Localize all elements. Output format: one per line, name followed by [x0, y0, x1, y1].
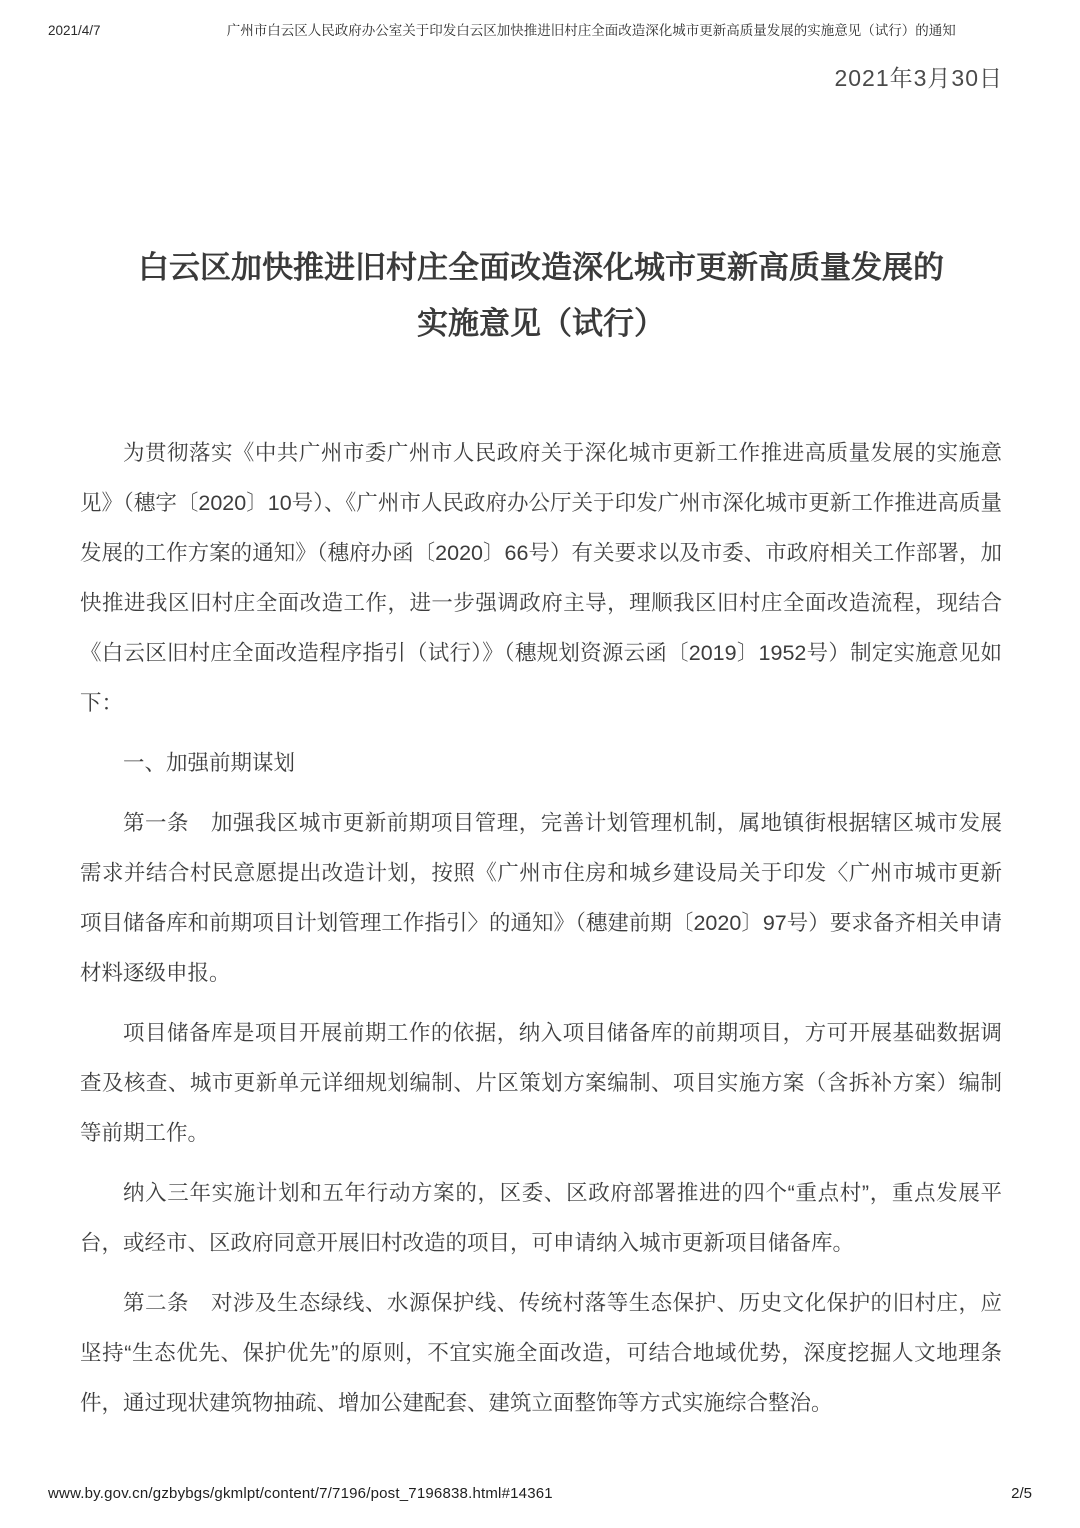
print-footer	[48, 1485, 1032, 1502]
document-title	[80, 240, 1002, 352]
print-header-page-title: 广州市白云区人民政府办公室关于印发白云区加快推进旧村庄全面改造深化城市更新高质量发展的实施意见（试行）的通知	[226, 23, 956, 38]
print-footer-url: www.by.gov.cn/gzbybgs/gkmlpt/content/7/7196/post_7196838.html#14361	[48, 1485, 553, 1502]
article-1-paragraph: 第一条 加强我区城市更新前期项目管理，完善计划管理机制，属地镇街根据辖区城市发展需求并结合村民意愿提出改造计划，按照《广州市住房和城乡建设局关于印发〈广州市城市更新项目储备库和前期项目计划管理工作指引〉的通知》（穗建前期〔2020〕97号）要求备齐相关申请材料逐级申报。	[80, 811, 1002, 985]
reserve-library-paragraph: 项目储备库是项目开展前期工作的依据，纳入项目储备库的前期项目，方可开展基础数据调查及核查、城市更新单元详细规划编制、片区策划方案编制、项目实施方案（含拆补方案）编制等前期工作。	[80, 1021, 1002, 1145]
print-footer-page-indicator: 2/5	[1011, 1485, 1032, 1502]
print-header	[48, 22, 1032, 40]
print-header-date: 2021/4/7	[48, 23, 101, 38]
article-2-paragraph: 第二条 对涉及生态绿线、水源保护线、传统村落等生态保护、历史文化保护的旧村庄，应坚持“生态优先、保护优先”的原则，不宜实施全面改造，可结合地域优势，深度挖掘人文地理条件，通过现状建筑物抽疏、增加公建配套、建筑立面整饰等方式实施综合整治。	[80, 1291, 1002, 1415]
plan-inclusion-paragraph: 纳入三年实施计划和五年行动方案的，区委、区政府部署推进的四个“重点村”，重点发展平台，或经市、区政府同意开展旧村改造的项目，可申请纳入城市更新项目储备库。	[80, 1181, 1002, 1255]
intro-paragraph: 为贯彻落实《中共广州市委广州市人民政府关于深化城市更新工作推进高质量发展的实施意见》（穗字〔2020〕10号）、《广州市人民政府办公厅关于印发广州市深化城市更新工作推进高质量发展的工作方案的通知》（穗府办函〔2020〕66号）有关要求以及市委、市政府相关工作部署，加快推进我区旧村庄全面改造工作，进一步强调政府主导，理顺我区旧村庄全面改造流程，现结合《白云区旧村庄全面改造程序指引（试行）》（穗规划资源云函〔2019〕1952号）制定实施意见如下：	[80, 441, 1002, 715]
document-title-line-2: 实施意见（试行）	[417, 306, 665, 341]
document-body	[80, 428, 1002, 1438]
document-title-line-1: 白云区加快推进旧村庄全面改造深化城市更新高质量发展的	[138, 250, 944, 285]
document-date: 2021年3月30日	[834, 65, 1003, 91]
section-heading-1: 一、加强前期谋划	[123, 751, 296, 775]
